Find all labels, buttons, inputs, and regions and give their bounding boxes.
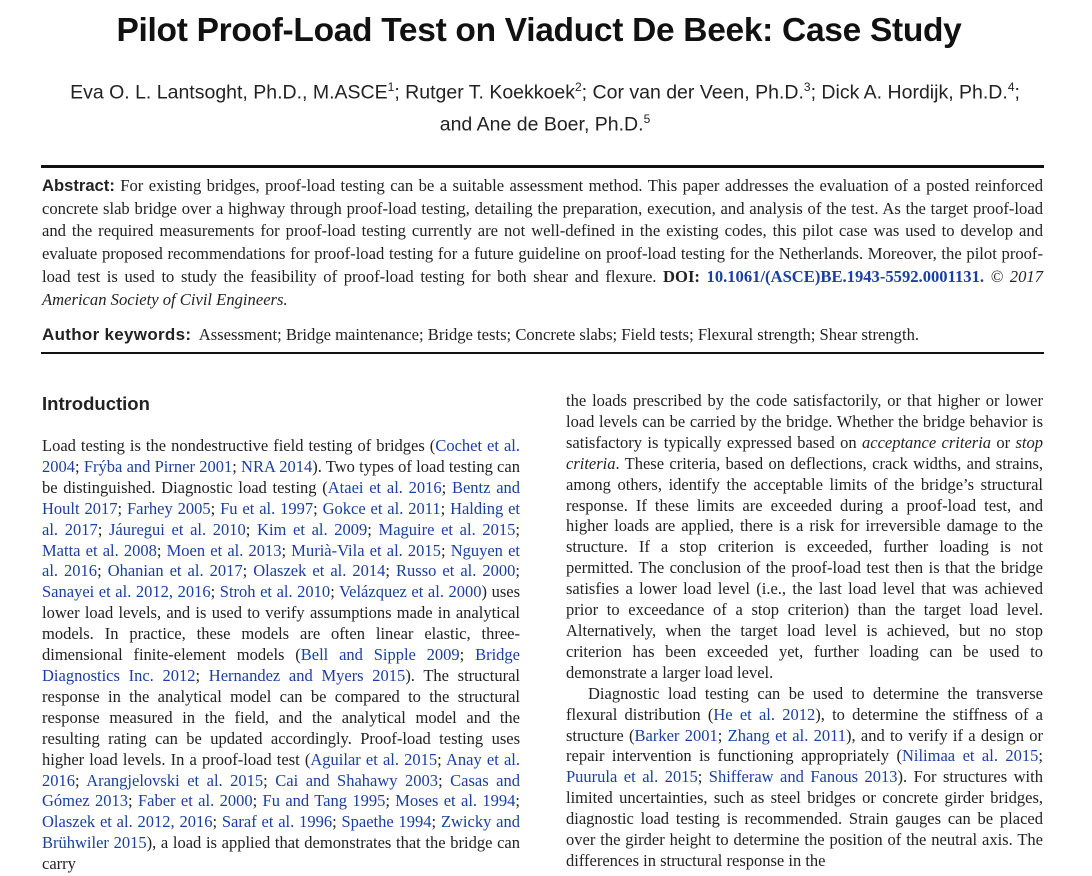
citation-link[interactable]: Shifferaw and Fanous 2013 [708, 767, 898, 787]
citation-link[interactable]: Saraf et al. 1996 [221, 812, 333, 832]
separator: ; [156, 540, 167, 560]
separator: ; [431, 812, 441, 832]
section-heading-introduction: Introduction [42, 393, 150, 414]
separator: ; [1038, 746, 1043, 766]
citation-link[interactable]: Ataei et al. 2016 [327, 477, 442, 497]
author-3: Cor van der Veen, Ph.D. [592, 81, 804, 104]
citation-link[interactable]: Olaszek et al. 2012, 2016 [42, 812, 213, 832]
separator: ; [697, 767, 709, 787]
citation-link[interactable]: Barker 2001 [634, 725, 718, 745]
affil-mark: 2 [574, 80, 582, 94]
text: ) uses lower load levels, and is used to verify assumptions made in analytical models. In practice, these models are often linear elastic, three-dimensional finite-element models ( [42, 582, 520, 665]
citation-link[interactable]: Velázquez et al. 2000 [339, 582, 482, 602]
separator: ; [581, 81, 593, 104]
citation-link[interactable]: Bridge Diagnostics Inc. 2012 [42, 645, 520, 685]
citation-link[interactable]: Bentz and Hoult 2017 [42, 477, 521, 518]
paragraph [566, 391, 1043, 684]
separator: ; [440, 540, 451, 560]
citation-link[interactable]: Aguilar et al. 2015 [310, 749, 438, 769]
separator: ; [459, 645, 476, 665]
citation-link[interactable]: He et al. 2012 [713, 704, 816, 724]
citation-link[interactable]: Bell and Sipple 2009 [300, 645, 460, 665]
citation-link[interactable]: Puurula et al. 2015 [566, 767, 698, 787]
separator: ; [717, 725, 728, 745]
paragraph [42, 436, 520, 875]
citation-link[interactable]: Casas and Gómez 2013 [42, 770, 521, 811]
citation-link[interactable]: Kim et al. 2009 [257, 519, 368, 539]
separator: ; [128, 791, 138, 811]
right-column [566, 391, 1043, 872]
separator: ; [367, 519, 379, 539]
citation-link[interactable]: Hernandez and Myers 2015 [208, 665, 406, 685]
citation-link[interactable]: Jáuregui et al. 2010 [108, 519, 246, 539]
citation-link[interactable]: Nilimaa et al. 2015 [901, 746, 1039, 766]
abstract-label: Abstract: [42, 176, 115, 195]
author-2: Rutger T. Koekkoek [405, 81, 575, 104]
abstract-body: For existing bridges, proof-load testing can be a suitable assessment method. This paper addresses the evaluation of a posted reinforced concrete slab bridge over a highway through proof-load testing, detailing the preparation, execution, and analysis of the test. As the target proof-load and the required measurements for proof-load testing currently are not well-defined in the existing codes, this pilot case was used to develop and evaluate proposed recommendations for proof-load testing for a future guideline on proof-load testing for the Netherlands. Moreover, the pilot proof-load test is used to study the feasibility of proof-load testing for both shear and flexure. [42, 176, 1043, 286]
citation-link[interactable]: Cochet et al. 2004 [42, 436, 521, 476]
citation-link[interactable]: Faber et al. 2000 [137, 791, 253, 811]
citation-link[interactable]: NRA 2014 [241, 456, 313, 476]
header-divider [41, 165, 1044, 168]
text: ). Two types of load testing can be distinguished. Diagnostic load testing ( [42, 456, 520, 497]
text: Diagnostic load testing can be used to determine the transverse flexural distribution ( [566, 683, 1043, 724]
paragraph [566, 684, 1043, 872]
separator: ; [210, 498, 221, 518]
separator: ; [242, 561, 254, 581]
left-column [42, 436, 520, 875]
separator: ; [385, 561, 397, 581]
citation-link[interactable]: Arangjelovski et al. 2015 [86, 770, 264, 790]
emphasis: acceptance criteria [862, 432, 992, 452]
separator: ; [332, 812, 342, 832]
citation-link[interactable]: Fu and Tang 1995 [262, 791, 386, 811]
keywords-text: Assessment; Bridge maintenance; Bridge tests; Concrete slabs; Field tests; Flexural strength; Shear strength. [198, 325, 920, 344]
citation-link[interactable]: Moen et al. 2013 [166, 540, 282, 560]
emphasis: stop criteria [566, 432, 1043, 473]
separator: ; [232, 456, 242, 476]
author-keywords [42, 324, 1043, 346]
copyright: © 2017 American Society of Civil Engineers. [42, 266, 1043, 309]
separator: ; [97, 519, 109, 539]
abstract [42, 175, 1043, 311]
author-5: and Ane de Boer, Ph.D. [439, 113, 644, 135]
citation-link[interactable]: Cai and Shahawy 2003 [275, 770, 439, 790]
doi-link[interactable]: 10.1061/(ASCE)BE.1943-5592.0001131. [706, 266, 985, 286]
separator: ; [263, 770, 276, 790]
citation-link[interactable]: Moses et al. 1994 [395, 791, 516, 811]
citation-link[interactable]: Maguire et al. 2015 [378, 519, 516, 539]
citation-link[interactable]: Murià-Vila et al. 2015 [291, 540, 441, 560]
citation-link[interactable]: Anay et al. 2016 [42, 749, 520, 790]
citation-link[interactable]: Halding et al. 2017 [42, 498, 521, 539]
citation-link[interactable]: Spaethe 1994 [341, 812, 432, 832]
text: Load testing is the nondestructive field testing of bridges ( [42, 436, 436, 455]
citation-link[interactable]: Matta et al. 2008 [42, 540, 157, 560]
separator: ; [394, 81, 406, 104]
separator: ; [810, 81, 822, 104]
text: . These criteria, based on deflections, crack widths, and strains, among others, identify the acceptable limits of the bridge’s structural response. If these limits are exceeded during a proof-load test, and higher loads are applied, there is a risk for irreversible damage to the structure. If a stop criterion is exceeded, further loading is not permitted. The conclusion of the proof-load test then is that the bridge satisfies a lower load level (i.e., the last load level that was achieved prior to exceedance of a stop criterion) than the target load level. Alternatively, when the target load level is achieved, but no stop criterion has been exceeded yet, further loading can be used to demonstrate a larger load level. [566, 453, 1043, 682]
separator: ; [117, 498, 127, 518]
citation-link[interactable]: Fu et al. 1997 [220, 498, 314, 518]
citation-link[interactable]: Olaszek et al. 2014 [253, 561, 386, 581]
citation-link[interactable]: Russo et al. 2000 [396, 561, 516, 581]
separator: ; [385, 791, 396, 811]
separator: ; [245, 519, 258, 539]
separator: ; [515, 561, 520, 581]
citation-link[interactable]: Stroh et al. 2010 [219, 582, 331, 602]
text: ), a load is applied that demonstrates that the bridge can carry [42, 833, 520, 874]
doi-label: DOI: [663, 266, 700, 286]
text: ). The structural response in the analytical model can be compared to the structural response measured in the field, and the analytical model and the resulting rating can be updated accordingly. Proof-load testing uses higher load levels. In a proof-load test ( [42, 665, 520, 769]
citation-link[interactable]: Nguyen et al. 2016 [42, 540, 520, 581]
citation-link[interactable]: Farhey 2005 [126, 498, 211, 518]
separator: ; [441, 477, 452, 497]
affil-mark: 4 [1007, 80, 1015, 94]
text: or [991, 432, 1016, 452]
separator: ; [440, 498, 451, 518]
citation-link[interactable]: Frýba and Pirner 2001 [83, 456, 233, 476]
separator: ; [252, 791, 263, 811]
keywords-label: Author keywords: [42, 325, 192, 344]
separator: ; [75, 770, 87, 790]
citation-link[interactable]: Gokce et al. 2011 [322, 498, 441, 518]
affil-mark: 3 [803, 80, 811, 94]
text: the loads prescribed by the code satisfactorily, or that higher or lower load levels can be carried by the bridge. Whether the bridge behavior is satisfactory is typically expressed based on [566, 391, 1043, 452]
separator: ; [195, 665, 209, 685]
separator: ; [281, 540, 292, 560]
separator: ; [515, 791, 520, 811]
citation-link[interactable]: Zwicky and Brühwiler 2015 [42, 812, 520, 853]
separator: ; [437, 749, 446, 769]
affil-mark: 5 [643, 111, 651, 126]
separator: ; [212, 812, 222, 832]
separator: ; [313, 498, 323, 518]
keywords-divider [41, 352, 1044, 354]
citation-link[interactable]: Zhang et al. 2011 [727, 725, 846, 745]
affil-mark: 1 [387, 80, 395, 94]
author-4: Dick A. Hordijk, Ph.D. [821, 81, 1008, 104]
text: ). For structures with limited uncertainties, such as steel bridges or concrete girder bridges, diagnostic load testing is recommended. Strain gauges can be placed over the girder height to determine the position of the neutral axis. The differences in structural response in the [566, 767, 1043, 870]
paper-title: Pilot Proof-Load Test on Viaduct De Beek: Case Study [116, 12, 962, 49]
separator: ; [97, 561, 108, 581]
separator: ; [330, 582, 340, 602]
author-list [30, 74, 1060, 137]
separator: ; [75, 456, 84, 476]
separator: ; [438, 770, 451, 790]
separator: ; [1014, 81, 1020, 104]
separator: ; [515, 519, 520, 539]
author-1: Eva O. L. Lantsoght, Ph.D., M.ASCE [70, 81, 388, 104]
citation-link[interactable]: Sanayei et al. 2012, 2016 [42, 582, 211, 602]
separator: ; [210, 582, 220, 602]
text: ), and to verify if a design or repair intervention is functioning appropriately ( [566, 725, 1043, 766]
text: ), to determine the stiffness of a structure ( [566, 704, 1043, 745]
citation-link[interactable]: Ohanian et al. 2017 [107, 561, 243, 581]
